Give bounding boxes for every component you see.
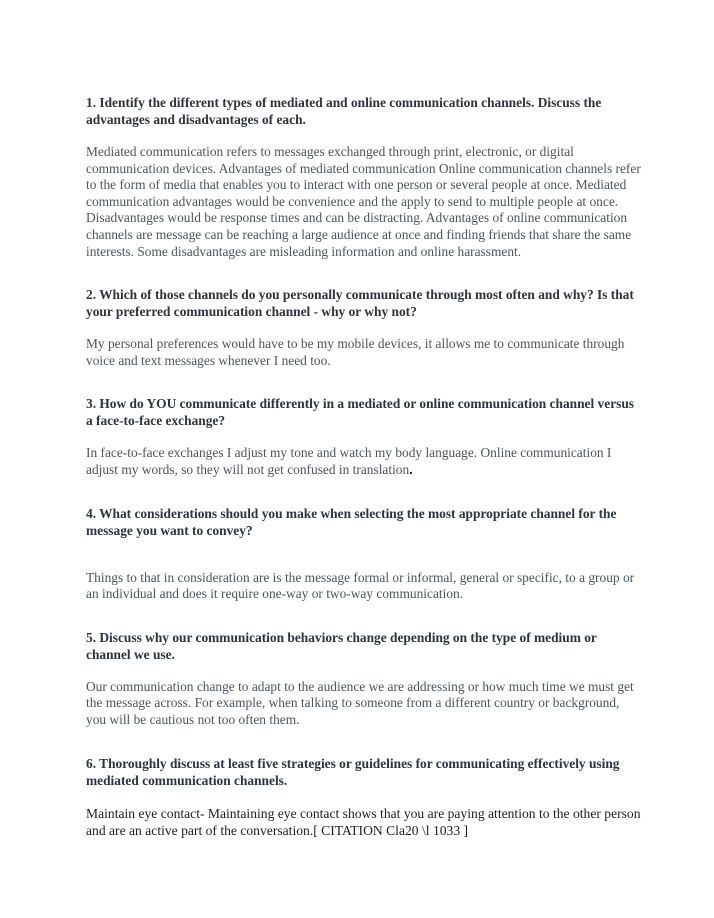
answer-3-text: In face-to-face exchanges I adjust my tone and watch my body language. Online communication I adjust my words, so they will not get confused in translation <box>86 445 612 477</box>
question-2: 2. Which of those channels do you personally communicate through most often and why? Is that your preferred communication channel - why or why not? <box>86 287 634 320</box>
question-5: 5. Discuss why our communication behaviors change depending on the type of medium or channel we use. <box>86 629 597 662</box>
question-4: 4. What considerations should you make when selecting the most appropriate channel for the message you want to convey? <box>86 505 617 538</box>
answer-5: Our communication change to adapt to the audience we are addressing or how much time we must get the message across. For example, when talking to someone from a different country or background, you will be cautious not too often them. <box>86 678 634 727</box>
answer-1: Mediated communication refers to messages exchanged through print, electronic, or digital communication devices. Advantages of mediated communication Online communication channels refer to the form of media that enables you to interact with one person or several people at once. Mediated communication advantages would be convenience and the apply to send to multiple people at once. Disadvantages would be response times and can be distracting. Advantages of online communication channels are message can be reaching a large audience at once and finding friends that share the same interests. Some disadvantages are misleading information and online harassment. <box>86 144 641 259</box>
answer-6: Maintain eye contact- Maintaining eye contact shows that you are paying attention to the other person and are an active part of the conversation.[ CITATION Cla20 \l 1033 ] <box>86 805 641 838</box>
answer-3-trail: . <box>409 461 413 477</box>
answer-4: Things to that in consideration are is the message formal or informal, general or specific, to a group or an individual and does it require one-way or two-way communication. <box>86 569 635 602</box>
question-1: 1. Identify the different types of mediated and online communication channels. Discuss the advantages and disadvantages of each. <box>86 95 602 127</box>
answer-2: My personal preferences would have to be my mobile devices, it allows me to communicate through voice and text messages whenever I need too. <box>86 336 625 368</box>
question-6: 6. Thoroughly discuss at least five strategies or guidelines for communicating effectively using mediated communication channels. <box>86 755 620 788</box>
answer-3 <box>86 445 642 478</box>
question-3: 3. How do YOU communicate differently in a mediated or online communication channel versus a face-to-face exchange? <box>86 396 635 429</box>
document-page <box>86 94 642 840</box>
